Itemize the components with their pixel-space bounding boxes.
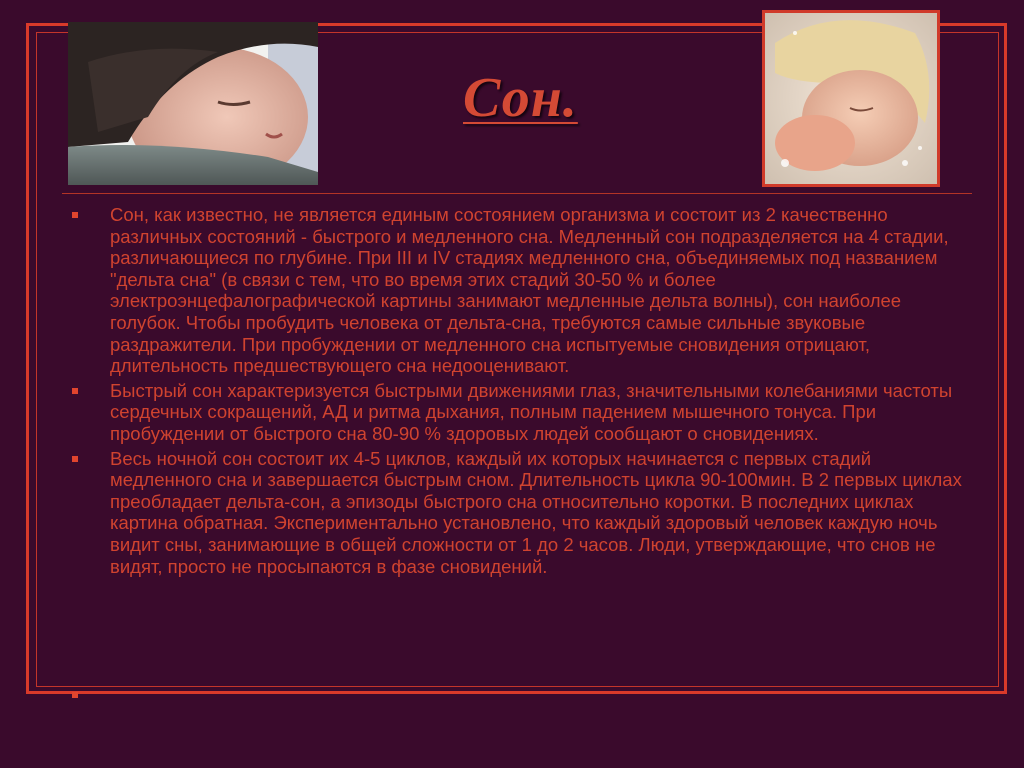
bullet-item	[72, 204, 972, 377]
title-divider	[62, 193, 972, 194]
empty-bullet-icon	[72, 692, 78, 698]
slide-title: Сон.	[463, 67, 578, 129]
bullet-text: Быстрый сон характеризуется быстрыми движениями глаз, значительными колебаниями частоты сердечных сокращений, АД и ритма дыхания, полным падением мышечного тонуса. При пробуждении от быстрого сна 80-90 % здоровых людей сообщают о сновидениях.	[110, 379, 953, 444]
bullet-text: Весь ночной сон состоит их 4-5 циклов, каждый их которых начинается с первых стадий медленного сна и завершается быстрым сном. Длительность цикла 90-100мин. В 2 первых циклах преобладает дельта-сон, а эпизоды быстрого сна относительно коротки. В последних циклах картина обратная. Экспериментально установлено, что каждый здоровый человек каждую ночь видит сны, занимающие в общей сложности от 1 до 2 часов. Люди, утверждающие, что снов не видят, просто не просыпаются в фазе сновидений.	[110, 447, 962, 577]
bullet-list	[72, 204, 972, 580]
sleeping-baby-photo	[762, 10, 940, 187]
sleeping-child-photo	[68, 22, 318, 185]
bullet-item	[72, 380, 972, 445]
square-bullet-icon	[72, 212, 78, 218]
bullet-text: Сон, как известно, не является единым состоянием организма и состоит из 2 качественно различных состояний - быстрого и медленного сна. Медленный сон подразделяется на 4 стадии, различающиеся по глубине. При III и IV стадиях медленного сна, объединяемых под названием "дельта сна" (в связи с тем, что во время этих стадий 30-50 % и более электроэнцефалографической картины занимают медленные дельта волны), сон наиболее голубок. Чтобы пробудить человека от дельта-сна, требуются самые сильные звуковые раздражители. При пробуждении от медленного сна испытуемые сновидения отрицают, длительность предшествующего сна недооценивают.	[110, 204, 949, 377]
bullet-item	[72, 448, 972, 578]
square-bullet-icon	[72, 388, 78, 394]
square-bullet-icon	[72, 456, 78, 462]
